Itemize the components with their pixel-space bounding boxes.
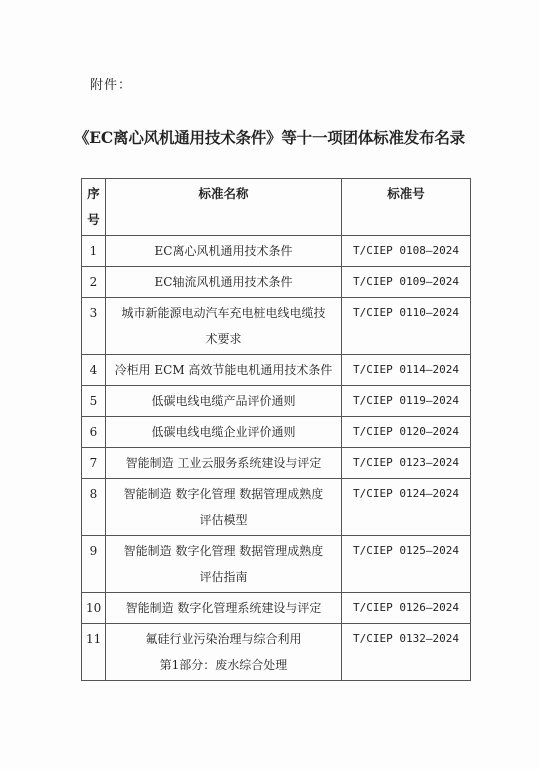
row-number: 5 [82,386,106,417]
row-number: 2 [82,267,106,298]
standard-name: 氟硅行业污染治理与综合利用 第1部分：废水综合处理 [106,624,342,681]
row-number: 4 [82,355,106,386]
standard-code: T/CIEP 0132—2024 [342,624,471,681]
table-row [82,593,471,624]
table-row [82,417,471,448]
standard-name: EC离心风机通用技术条件 [106,236,342,267]
row-number: 1 [82,236,106,267]
row-number: 6 [82,417,106,448]
attachment-label: 附件： [90,78,133,93]
table-row [82,386,471,417]
row-number: 11 [82,624,106,681]
standard-name: 低碳电线电缆企业评价通则 [106,417,342,448]
table-row [82,624,471,681]
standard-name: EC轴流风机通用技术条件 [106,267,342,298]
standard-code: T/CIEP 0124—2024 [342,479,471,536]
table-row [82,236,471,267]
table-row [82,536,471,593]
header-standard-name: 标准名称 [106,179,342,236]
table-header-row [82,179,471,236]
table-row [82,479,471,536]
standard-code: T/CIEP 0120—2024 [342,417,471,448]
standard-code: T/CIEP 0125—2024 [342,536,471,593]
standard-name: 智能制造 数字化管理系统建设与评定 [106,593,342,624]
standards-table [81,178,471,681]
row-number: 8 [82,479,106,536]
standard-code: T/CIEP 0108—2024 [342,236,471,267]
table-row [82,448,471,479]
row-number: 10 [82,593,106,624]
standard-name: 智能制造 数字化管理 数据管理成熟度 评估指南 [106,536,342,593]
standard-code: T/CIEP 0123—2024 [342,448,471,479]
standard-name: 冷柜用 ECM 高效节能电机通用技术条件 [106,355,342,386]
standard-code: T/CIEP 0109—2024 [342,267,471,298]
table-row [82,355,471,386]
standard-code: T/CIEP 0126—2024 [342,593,471,624]
standard-code: T/CIEP 0114—2024 [342,355,471,386]
table-row [82,267,471,298]
header-serial-number: 序 号 [82,179,106,236]
standard-name: 智能制造 工业云服务系统建设与评定 [106,448,342,479]
standard-name: 低碳电线电缆产品评价通则 [106,386,342,417]
table-row [82,298,471,355]
standard-code: T/CIEP 0110—2024 [342,298,471,355]
document-title: 《EC离心风机通用技术条件》等十一项团体标准发布名录 [74,128,465,147]
standard-code: T/CIEP 0119—2024 [342,386,471,417]
header-standard-code: 标准号 [342,179,471,236]
standard-name: 智能制造 数字化管理 数据管理成熟度 评估模型 [106,479,342,536]
row-number: 3 [82,298,106,355]
row-number: 9 [82,536,106,593]
row-number: 7 [82,448,106,479]
standard-name: 城市新能源电动汽车充电桩电线电缆技 术要求 [106,298,342,355]
